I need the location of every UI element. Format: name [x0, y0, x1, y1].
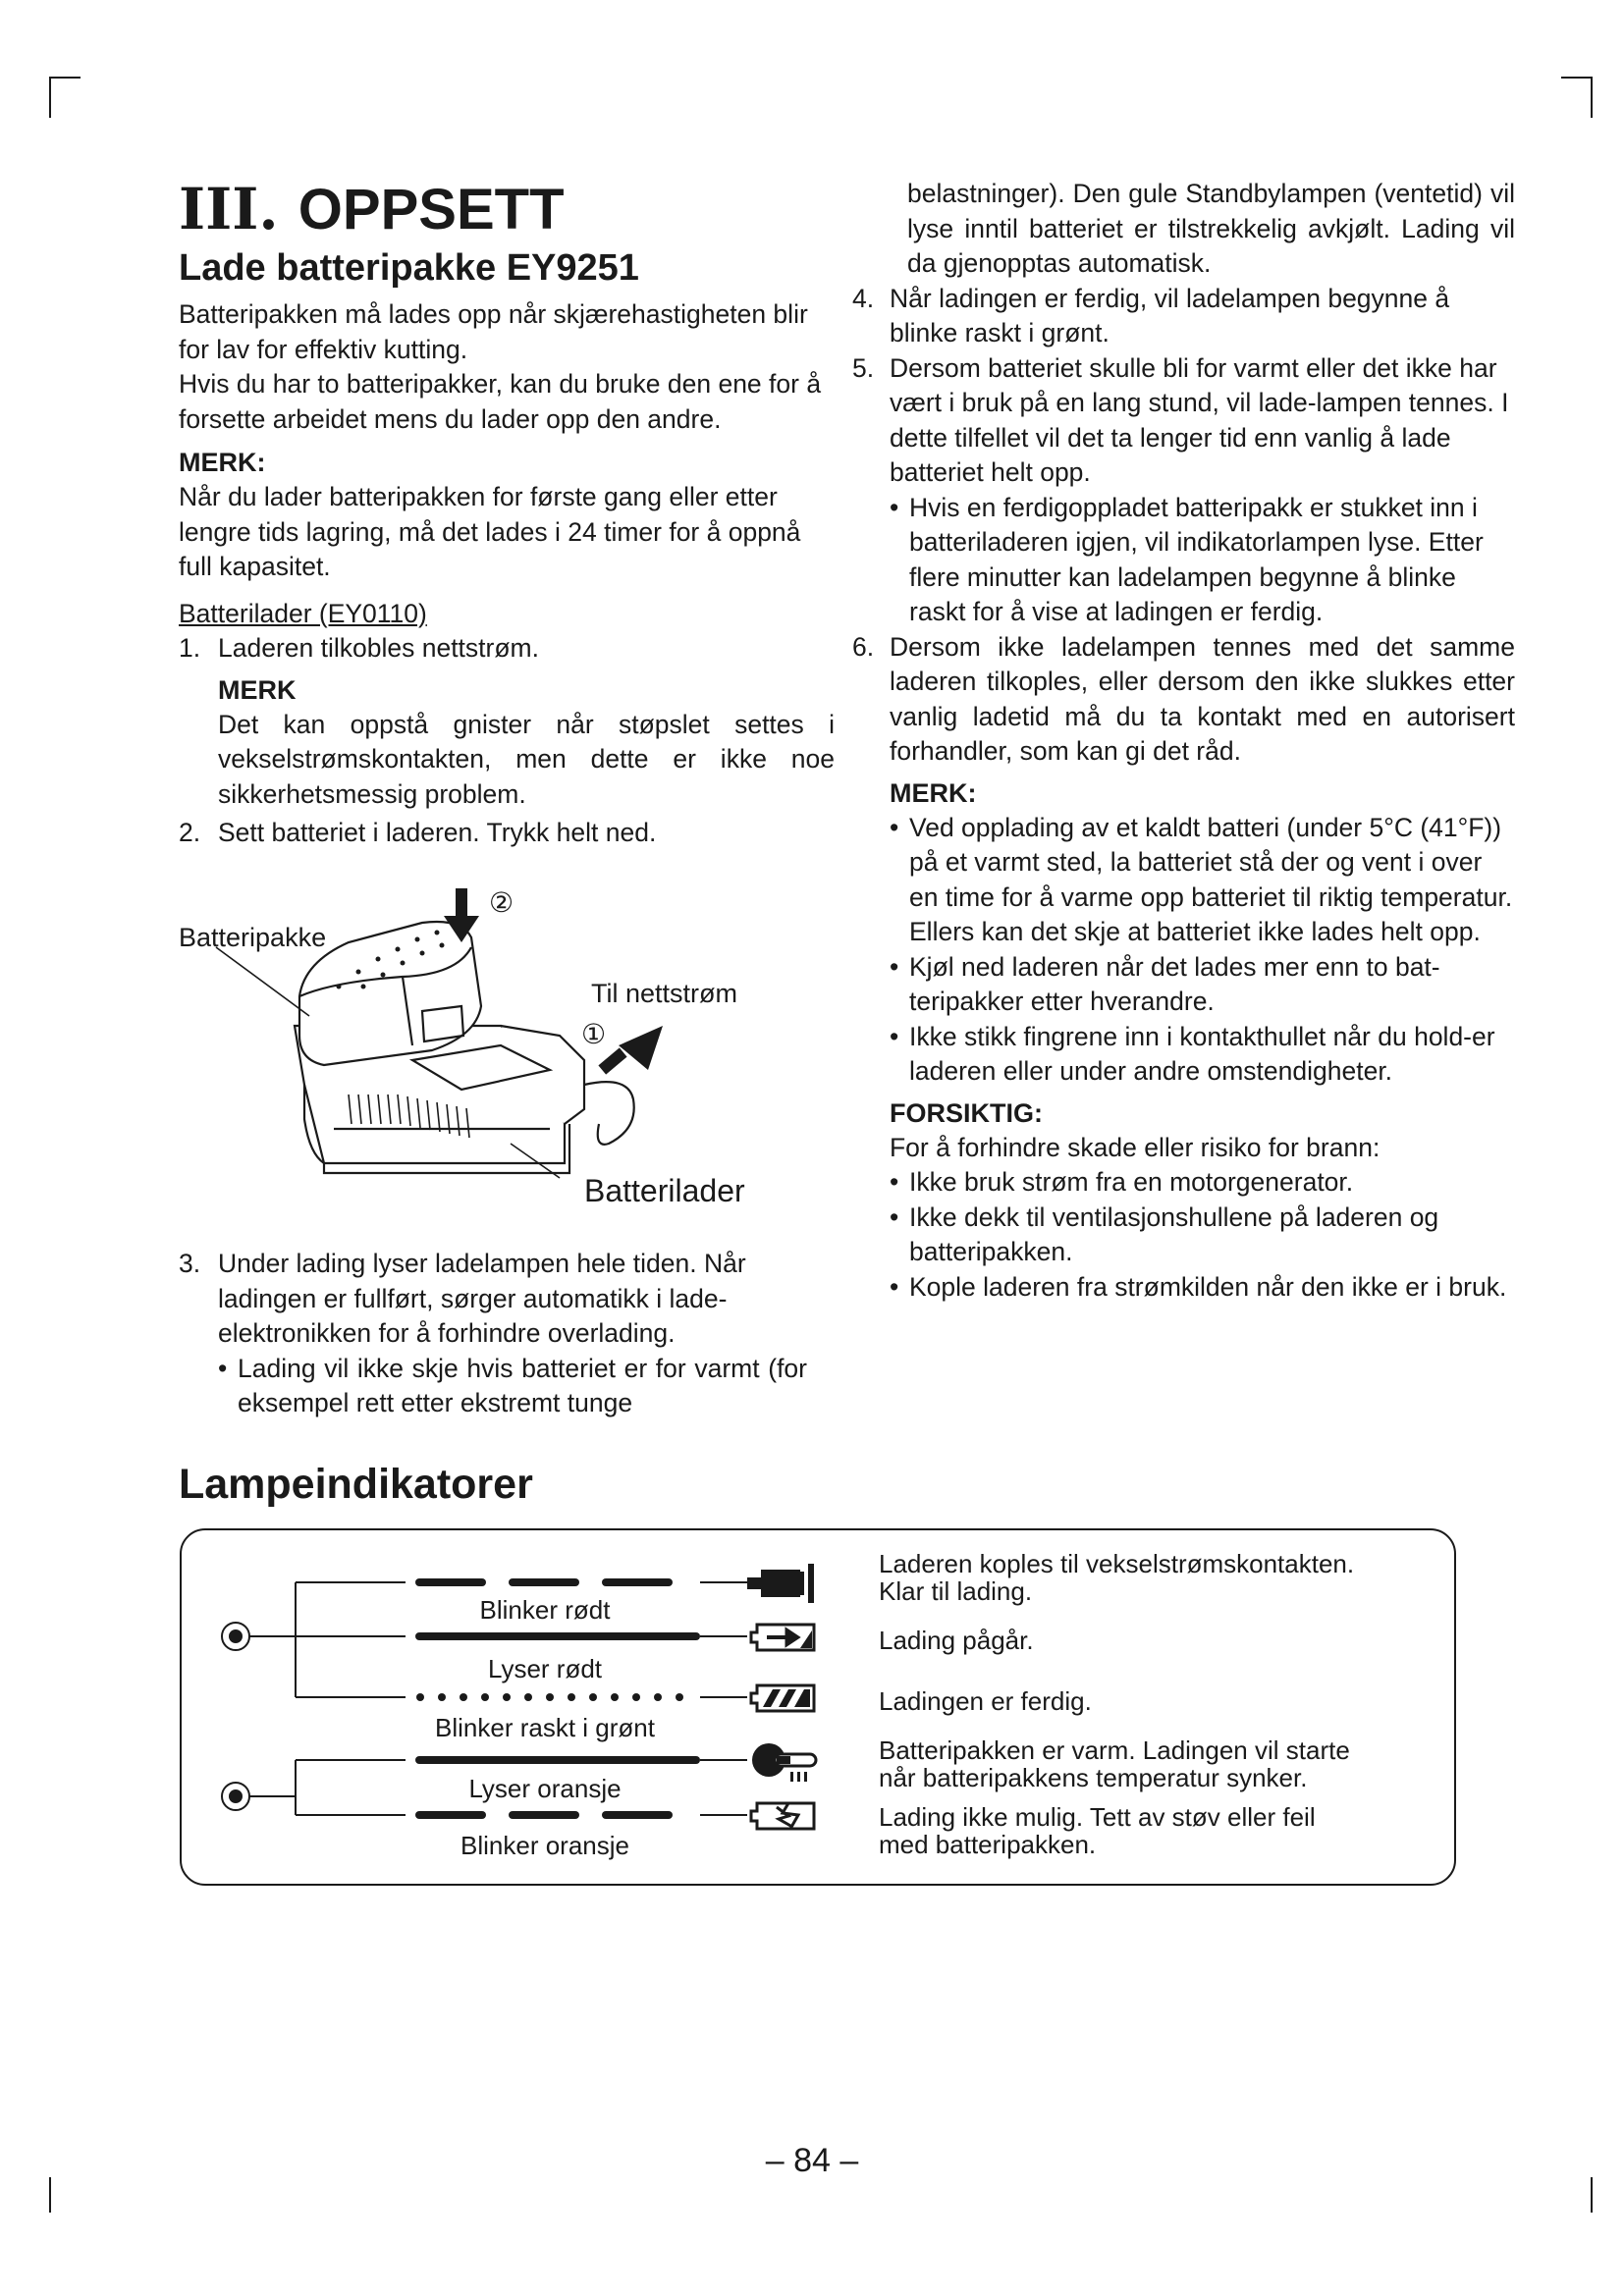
bullet-text: Ved opplading av et kaldt batteri (under 5°C (41°F)) på et varmt sted, la batteriet stå der og vent i over en time for å varme opp batteriet til riktig temperatur. Ellers kan det skje at batteriet ikke lades helt opp.: [909, 812, 1513, 946]
crop-mark-top-left: [49, 77, 81, 79]
crop-mark-top-right: [1591, 77, 1593, 118]
step-4: [852, 282, 1515, 351]
description-line: Ladingen er ferdig.: [879, 1686, 1092, 1716]
marker-2: ②: [489, 887, 514, 918]
note-bullet: [890, 950, 1515, 1020]
step-1: [179, 631, 835, 667]
charger-label: Batterilader: [584, 1173, 745, 1208]
note-text: Det kan oppstå gnister når støpslet settes i vekselstrømskontakten, men dette er ikke noe sikkerhetsmessig problem.: [218, 709, 835, 809]
step-2: [179, 816, 835, 851]
note-label: MERK:: [179, 448, 266, 477]
thermometer-icon: [752, 1743, 816, 1782]
note-label: MERK:: [890, 777, 977, 808]
step-3-bullet: [218, 1352, 807, 1421]
bullet-text: Lading vil ikke skje hvis batteriet er for varmt (for eksempel rett etter ekstremt tunge: [238, 1353, 807, 1417]
step-text: Dersom batteriet skulle bli for varmt eller det ikke har vært i bruk på en lang stund, vil lade-lampen tennes. I dette tilfellet vil det ta lenger tid enn vanlig å lade batteriet helt opp.: [890, 352, 1509, 487]
continued-text: belastninger). Den gule Standbylampen (ventetid) vil lyse inntil batteriet er tilstrekkelig avkjølt. Lading vil da gjenopptas automatisk.: [907, 179, 1515, 278]
lamp-section-title: Lampeindikatorer: [179, 1461, 533, 1508]
bullet-dot: •: [890, 1021, 899, 1051]
lamp-description: [879, 1627, 1034, 1654]
description-line: med batteripakken.: [879, 1830, 1097, 1859]
note-text: Når du lader batteripakken for første gang eller etter lengre tids lagring, må det lades i 24 timer for å oppnå full kapasitet.: [179, 482, 801, 581]
description-line: når batteripakkens temperatur synker.: [879, 1763, 1308, 1792]
bullet-text: Hvis en ferdigoppladet batteripakk er stukket inn i batteriladeren igjen, vil indikatorlampen lyse. Etter flere minutter kan ladelampen begynne å blinke raskt for å vise at ladingen er ferdig.: [909, 492, 1484, 626]
mains-label: Til nettstrøm: [591, 979, 738, 1008]
bullet-text: Kople laderen fra strømkilden når den ikke er i bruk.: [909, 1271, 1507, 1302]
description-line: Lading pågår.: [879, 1626, 1034, 1655]
right-column: [852, 177, 1515, 1305]
lamp-description: [879, 1687, 1092, 1715]
step-1-note: [218, 672, 835, 813]
bullet-text: Kjøl ned laderen når det lades mer enn to bat-teripakker etter hverandre.: [909, 951, 1440, 1016]
lamp-label: Blinker oransje: [460, 1831, 629, 1860]
lamp-label: Lyser rødt: [487, 1654, 603, 1683]
bullet-text: Ikke dekk til ventilasjonshullene på laderen og batteripakken.: [909, 1201, 1439, 1266]
charging-battery-icon: [751, 1625, 814, 1650]
section-title: [179, 177, 835, 242]
caution-bullet: [890, 1165, 1515, 1201]
intro-paragraph: Batteripakken må lades opp når skjærehastigheten blir for lav for effektiv kutting.: [179, 299, 808, 364]
left-column: [179, 177, 835, 851]
caution-bullet: [890, 1270, 1515, 1306]
step-number: 5.: [852, 352, 875, 383]
crop-mark-top-right: [1561, 77, 1593, 79]
step-5: [852, 351, 1515, 491]
charger-figure: [177, 888, 805, 1212]
step-3-block: [179, 1247, 807, 1421]
step-number: 1.: [179, 633, 201, 663]
description-line: Lading ikke mulig. Tett av støv eller feil: [879, 1802, 1316, 1832]
charger-heading: Batterilader (EY0110): [179, 598, 427, 628]
step-number: 3.: [179, 1249, 201, 1278]
step-3: [179, 1247, 807, 1352]
subsection-title: Lade batteripakke EY9251: [179, 247, 639, 289]
broken-battery-icon: [751, 1803, 814, 1829]
description-line: Batteripakken er varm. Ladingen vil starte: [879, 1735, 1350, 1765]
step-number: 6.: [852, 631, 875, 662]
caution-intro: For å forhindre skade eller risiko for brann:: [890, 1132, 1380, 1162]
bullet-dot: •: [890, 951, 899, 982]
lamp-description: [879, 1736, 1350, 1791]
lamp-label: Blinker raskt i grønt: [435, 1713, 655, 1742]
caution-bullet: [890, 1201, 1515, 1270]
marker-1: ①: [581, 1019, 607, 1049]
lamp-indicator-panel: [180, 1528, 1456, 1886]
lamp-description: [879, 1803, 1316, 1858]
step-number: 4.: [852, 283, 875, 313]
intro-paragraph: Hvis du har to batteripakker, kan du bruke den ene for å forsette arbeidet mens du lader opp den andre.: [179, 369, 822, 434]
step-text: Sett batteriet i laderen. Trykk helt ned.: [218, 818, 657, 847]
note-bullet: [890, 811, 1515, 950]
step-5-bullet: [890, 491, 1515, 630]
step-number: 2.: [179, 818, 201, 847]
description-line: Laderen koples til vekselstrømskontakten.: [879, 1549, 1355, 1578]
step-6: [852, 630, 1515, 770]
bullet-dot: •: [890, 1167, 899, 1197]
crop-mark-bottom-right: [1591, 2177, 1593, 2213]
lamp-description: [879, 1550, 1354, 1605]
crop-mark-top-left: [49, 77, 51, 118]
bullet-text: Ikke bruk strøm fra en motorgenerator.: [909, 1167, 1354, 1197]
step-text: Under lading lyser ladelampen hele tiden. Når ladingen er fullført, sørger automatikk i lade-elektronikken for å forhindre overlading.: [218, 1249, 746, 1348]
battery-label: Batteripakke: [179, 923, 327, 952]
step-text: Dersom ikke ladelampen tennes med det samme laderen tilkoples, eller dersom den ikke slukkes etter vanlig ladetid må du ta kontakt med en autorisert forhandler, som kan gi det råd.: [890, 631, 1515, 766]
crop-mark-bottom-left: [49, 2177, 51, 2213]
plug-icon: [747, 1564, 814, 1603]
lamp-label: Blinker rødt: [479, 1595, 611, 1625]
section-title-text: OPPSETT: [298, 178, 565, 241]
bullet-text: Ikke stikk fingrene inn i kontakthullet når du hold-er laderen eller under andre omstendigheter.: [909, 1021, 1495, 1086]
bullet-dot: •: [890, 1271, 899, 1302]
full-battery-icon: [751, 1685, 814, 1711]
bullet-dot: •: [890, 812, 899, 842]
bullet-dot: •: [218, 1353, 228, 1383]
step-text: Når ladingen er ferdig, vil ladelampen begynne å blinke raskt i grønt.: [890, 283, 1450, 347]
note-bullet: [890, 1020, 1515, 1090]
caution-label: FORSIKTIG:: [890, 1097, 1043, 1128]
step-text: Laderen tilkobles nettstrøm.: [218, 633, 539, 663]
description-line: Klar til lading.: [879, 1576, 1033, 1606]
page-number: – 84 –: [765, 2142, 859, 2179]
lamp-label: Lyser oransje: [468, 1774, 622, 1803]
section-roman: III.: [179, 176, 279, 242]
bullet-dot: •: [890, 1201, 899, 1232]
note-label: MERK: [218, 674, 297, 705]
note-block: [890, 775, 1515, 1306]
bullet-dot: •: [890, 492, 899, 522]
